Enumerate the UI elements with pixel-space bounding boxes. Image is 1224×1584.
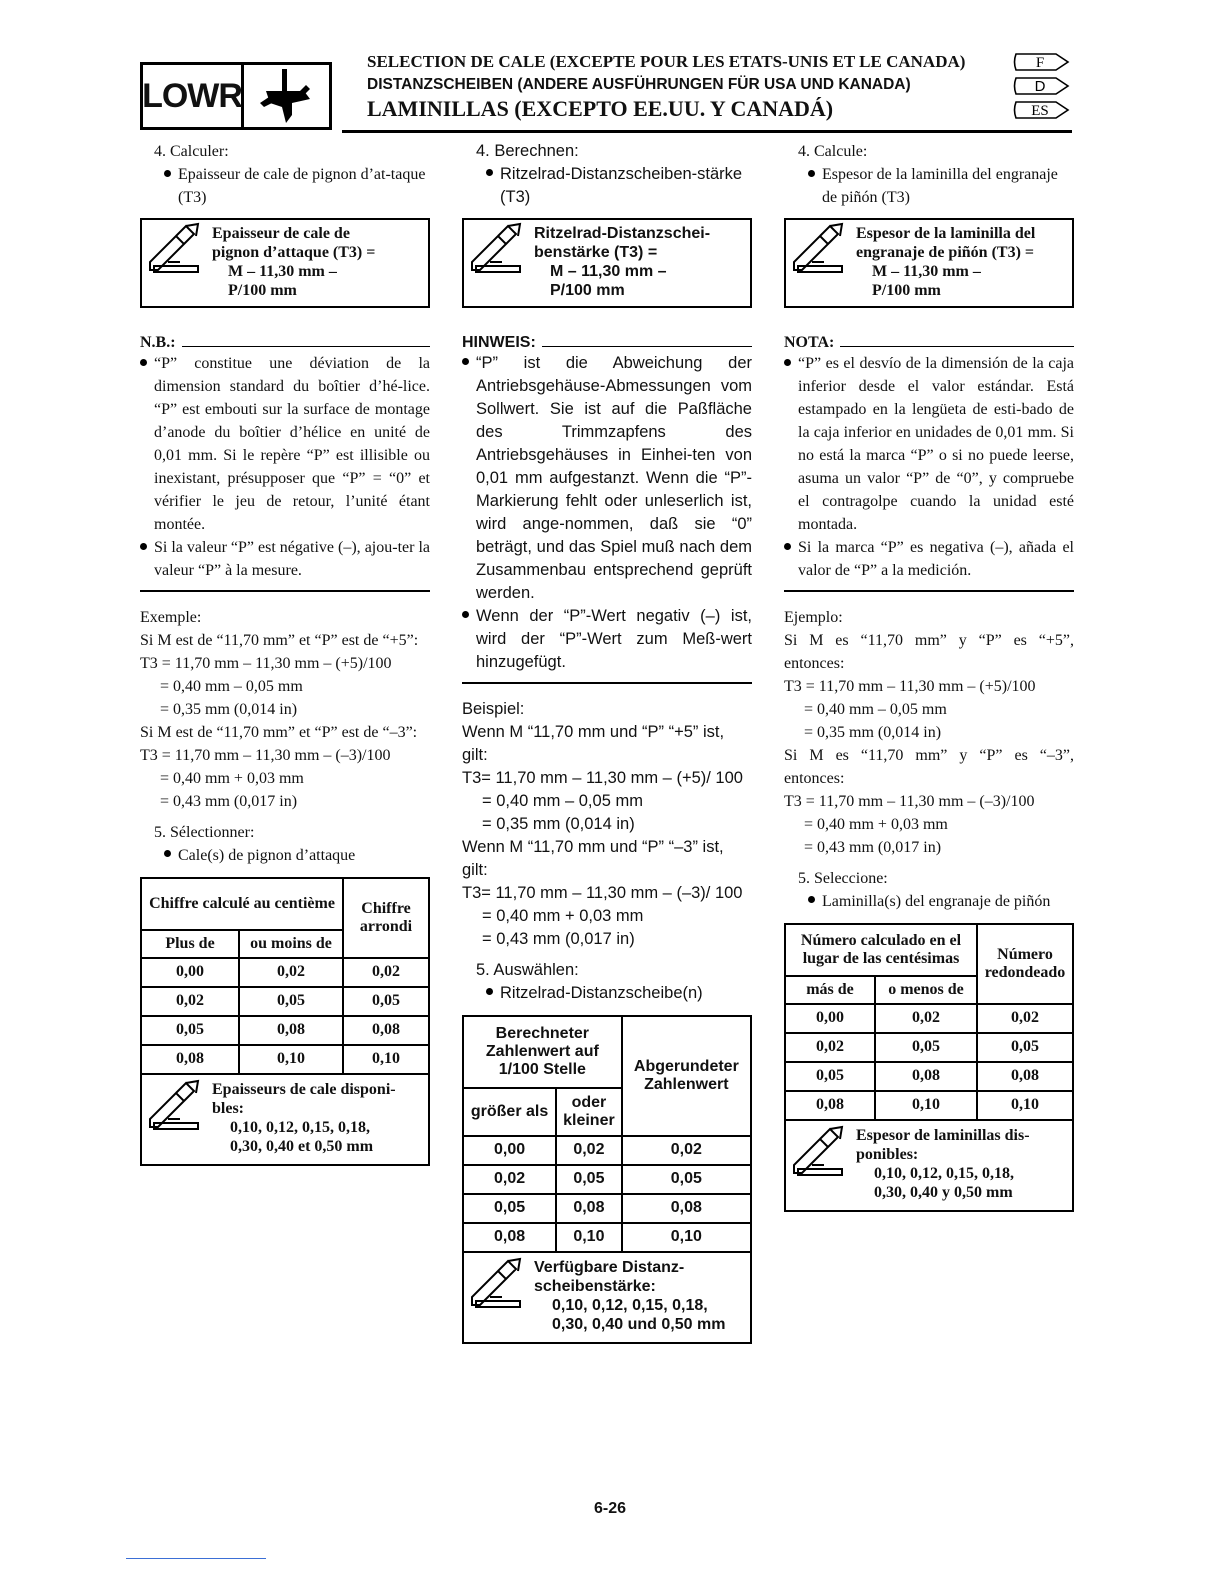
fr-example-line: T3 = 11,70 mm – 11,30 mm – (–3)/100: [140, 746, 391, 764]
es-note-1: “P” es el desvío de la dimensión de la caja inferior desde el valor estándar. Está estampado en la lengüeta de esti-bado de la caja inferior en unidades de 0,01 mm. Si no está la marca “P” o si no puede leerse, asuma un valor “P” de “0”, y compruebe el contragolpe cuando la unidad esté montada.: [784, 352, 1074, 536]
fr-example-line: = 0,40 mm + 0,03 mm: [160, 769, 304, 787]
de-available-box: [464, 1253, 750, 1342]
de-note-end-rule: [462, 682, 752, 684]
fr-example-label: Exemple:: [140, 608, 202, 626]
calculation-icon: [146, 222, 204, 274]
table-row: 0,00 0,02 0,02: [464, 1136, 750, 1165]
es-example-line: = 0,43 mm (0,017 in): [804, 838, 942, 856]
fr-note-header: N.B.:: [140, 334, 430, 352]
fr-example-line: Si M est de “11,70 mm” et “P” est de “+5”:: [140, 631, 419, 649]
footer-rule: [126, 1558, 266, 1559]
fr-note-2: Si la valeur “P” est négative (–), ajou-ter la valeur “P” à la mesure.: [140, 536, 430, 582]
de-example-line: T3= 11,70 mm – 11,30 mm – (+5)/ 100: [462, 768, 743, 787]
es-note-2: Si la marca “P” es negativa (–), añada el valor de “P” a la medición.: [784, 536, 1074, 582]
table-row: 0,08 0,10 0,10: [142, 1045, 428, 1074]
de-example-label: Beispiel:: [462, 699, 525, 718]
es-formula-line2: engranaje de piñón (T3) =: [856, 244, 1035, 261]
de-shim-table: [462, 1015, 752, 1344]
es-example-line: T3 = 11,70 mm – 11,30 mm – (+5)/100: [784, 677, 1036, 695]
de-formula-line3: M – 11,30 mm –: [550, 263, 667, 280]
de-example-line: = 0,40 mm – 0,05 mm: [482, 791, 643, 810]
title-french: SELECTION DE CALE (EXCEPTE POUR LES ETATS-UNIS ET LE CANADA): [367, 52, 966, 71]
header-rule: [342, 130, 1072, 133]
lang-f-label: F: [1035, 55, 1045, 71]
calculation-icon: [468, 222, 526, 274]
fr-formula-line2: pignon d’attaque (T3) =: [212, 244, 376, 261]
de-table-round-header: Abgerundeter Zahlenwert: [622, 1017, 750, 1136]
es-example-line: = 0,40 mm – 0,05 mm: [804, 700, 947, 718]
fr-example-line: = 0,43 mm (0,017 in): [160, 792, 298, 810]
es-available-values: 0,10, 0,12, 0,15, 0,18,: [874, 1164, 1014, 1182]
es-formula-line3: M – 11,30 mm –: [872, 263, 981, 280]
de-example-line: Wenn M “11,70 mm und “P” “–3” ist, gilt:: [462, 837, 724, 879]
lang-d-badge: [1012, 76, 1070, 96]
de-example-line: = 0,35 mm (0,014 in): [482, 814, 635, 833]
es-example-line: = 0,40 mm + 0,03 mm: [804, 815, 948, 833]
es-step4-item: Espesor de la laminilla del engranaje de piñón (T3): [784, 163, 1074, 209]
de-formula-box: [462, 218, 752, 308]
title-spanish: LAMINILLAS (EXCEPTO EE.UU. Y CANADÁ): [367, 96, 834, 121]
lang-d-label: D: [1034, 78, 1046, 95]
de-formula-line2: benstärke (T3) =: [534, 244, 658, 261]
fr-shim-table: [140, 877, 430, 1166]
table-row: 0,05 0,08 0,08: [142, 1016, 428, 1045]
table-row: 0,08 0,10 0,10: [786, 1091, 1072, 1120]
es-formula-line1: Espesor de la laminilla del: [856, 225, 1036, 242]
de-note-2: Wenn der “P”-Wert negativ (–) ist, wird der “P”-Wert zum Meß-wert hinzugefügt.: [462, 605, 752, 674]
de-formula-line4: P/100 mm: [550, 282, 625, 299]
calculation-icon: [468, 1257, 526, 1309]
section-badge-label: LOWR: [143, 65, 244, 127]
lang-es-label: ES: [1031, 103, 1049, 119]
column-french: [140, 140, 430, 1166]
es-available-values: 0,30, 0,40 y 0,50 mm: [874, 1183, 1013, 1201]
fr-available-label: Epaisseurs de cale disponi-bles:: [212, 1080, 396, 1117]
table-row: 0,02 0,05 0,05: [464, 1165, 750, 1194]
fr-available-values: 0,30, 0,40 et 0,50 mm: [230, 1137, 374, 1155]
de-step4-item: Ritzelrad-Distanzscheiben-stärke (T3): [462, 163, 752, 209]
fr-step4: 4. Calculer:: [154, 143, 229, 160]
fr-step5: 5. Sélectionner:: [154, 823, 255, 841]
fr-table-round-header: Chiffre arrondi: [343, 879, 428, 958]
de-example-line: Wenn M “11,70 mm und “P” “+5” ist, gilt:: [462, 722, 725, 764]
table-row: 0,08 0,10 0,10: [464, 1223, 750, 1252]
fr-table-to-header: ou moins de: [239, 930, 343, 958]
es-table-calc-header: Número calculado en el lugar de las centésimas: [786, 925, 977, 976]
fr-table-from-header: Plus de: [142, 930, 239, 958]
de-table-calc-header: Berechneter Zahlenwert auf 1/100 Stelle: [464, 1017, 622, 1088]
es-available-box: [786, 1121, 1072, 1210]
es-table-to-header: o menos de: [875, 976, 977, 1004]
column-spanish: [784, 140, 1074, 1212]
lower-unit-icon: [244, 65, 329, 127]
es-example-line: Si M es “11,70 mm” y “P” es “+5”, entonces:: [784, 631, 1074, 672]
es-shim-table: [784, 923, 1074, 1212]
table-row: 0,05 0,08 0,08: [786, 1062, 1072, 1091]
de-step5-item: Ritzelrad-Distanzscheibe(n): [462, 982, 752, 1005]
de-formula-line1: Ritzelrad-Distanzschei-: [534, 225, 711, 242]
de-available-label: Verfügbare Distanz-scheibenstärke:: [534, 1258, 685, 1295]
es-table-from-header: más de: [786, 976, 875, 1004]
fr-step5-item: Cale(s) de pignon d’attaque: [140, 844, 430, 867]
es-example-line: T3 = 11,70 mm – 11,30 mm – (–3)/100: [784, 792, 1035, 810]
es-step4: 4. Calcule:: [798, 143, 868, 160]
de-note-1: “P” ist die Abweichung der Antriebsgehäuse-Abmessungen vom Sollwert. Sie ist auf die Paßfläche des Trimmzapfens des Antriebsgehäuses in Einhei-ten von 0,01 mm aufgestanzt. Wenn die “P”-Markierung fehlt oder unleserlich ist, wird ange-nommen, daß sie “0” beträgt, und das Spiel muß nach dem Zusammenbau entsprechend geprüft werden.: [462, 352, 752, 605]
fr-formula-line3: M – 11,30 mm –: [228, 263, 337, 280]
de-table-to-header: oder kleiner: [556, 1088, 622, 1136]
es-formula-box: [784, 218, 1074, 308]
es-example-line: = 0,35 mm (0,014 in): [804, 723, 942, 741]
table-row: 0,02 0,05 0,05: [786, 1033, 1072, 1062]
table-row: 0,00 0,02 0,02: [142, 958, 428, 987]
fr-example-line: = 0,40 mm – 0,05 mm: [160, 677, 303, 695]
es-note-header: NOTA:: [784, 334, 1074, 352]
de-table-from-header: größer als: [464, 1088, 556, 1136]
fr-example-line: T3 = 11,70 mm – 11,30 mm – (+5)/100: [140, 654, 392, 672]
fr-available-values: 0,10, 0,12, 0,15, 0,18,: [230, 1118, 370, 1136]
de-step5: 5. Auswählen:: [476, 960, 579, 979]
es-example-label: Ejemplo:: [784, 608, 843, 626]
es-step5-item: Laminilla(s) del engranaje de piñón: [784, 890, 1074, 913]
table-row: 0,05 0,08 0,08: [464, 1194, 750, 1223]
lang-f-badge: [1012, 52, 1070, 72]
de-available-values: 0,30, 0,40 und 0,50 mm: [552, 1315, 726, 1333]
es-available-label: Espesor de laminillas dis-ponibles:: [856, 1126, 1030, 1163]
fr-example-line: Si M est de “11,70 mm” et “P” est de “–3”:: [140, 723, 418, 741]
page-number: 6-26: [594, 1500, 627, 1517]
fr-note-1: “P” constitue une déviation de la dimension standard du boîtier d’hé-lice. “P” est embouti sur la surface de montage d’anode du boîtier d’hélice en unité de 0,01 mm. Si le repère “P” est illisible ou inexistant, présupposer que “P” = “0” et vérifier le jeu de retour, l’unité étant montée.: [140, 352, 430, 536]
lang-es-badge: [1012, 100, 1070, 120]
fr-formula-box: [140, 218, 430, 308]
fr-note-end-rule: [140, 590, 430, 592]
section-badge: [140, 62, 332, 130]
fr-formula-line1: Epaisseur de cale de: [212, 225, 350, 242]
es-step5: 5. Seleccione:: [798, 869, 888, 887]
column-german: [462, 140, 752, 1344]
fr-available-box: [142, 1075, 428, 1164]
fr-example-line: = 0,35 mm (0,014 in): [160, 700, 298, 718]
es-example-line: Si M es “11,70 mm” y “P” es “–3”, entonces:: [784, 746, 1074, 787]
title-german: DISTANZSCHEIBEN (ANDERE AUSFÜHRUNGEN FÜR USA UND KANADA): [367, 76, 911, 93]
es-formula-line4: P/100 mm: [872, 282, 941, 299]
fr-formula-line4: P/100 mm: [228, 282, 297, 299]
calculation-icon: [146, 1079, 204, 1131]
de-available-values: 0,10, 0,12, 0,15, 0,18,: [552, 1296, 708, 1314]
de-example-line: T3= 11,70 mm – 11,30 mm – (–3)/ 100: [462, 883, 743, 902]
calculation-icon: [790, 1125, 848, 1177]
table-row: 0,00 0,02 0,02: [786, 1004, 1072, 1033]
es-table-round-header: Número redondeado: [977, 925, 1072, 1004]
fr-table-calc-header: Chiffre calculé au centième: [142, 879, 343, 930]
es-note-end-rule: [784, 590, 1074, 592]
fr-step4-item: Epaisseur de cale de pignon d’at-taque (T3): [140, 163, 430, 209]
calculation-icon: [790, 222, 848, 274]
de-example-line: = 0,40 mm + 0,03 mm: [482, 906, 644, 925]
de-example-line: = 0,43 mm (0,017 in): [482, 929, 635, 948]
de-note-header: HINWEIS:: [462, 334, 752, 352]
table-row: 0,02 0,05 0,05: [142, 987, 428, 1016]
de-step4: 4. Berechnen:: [476, 142, 579, 160]
